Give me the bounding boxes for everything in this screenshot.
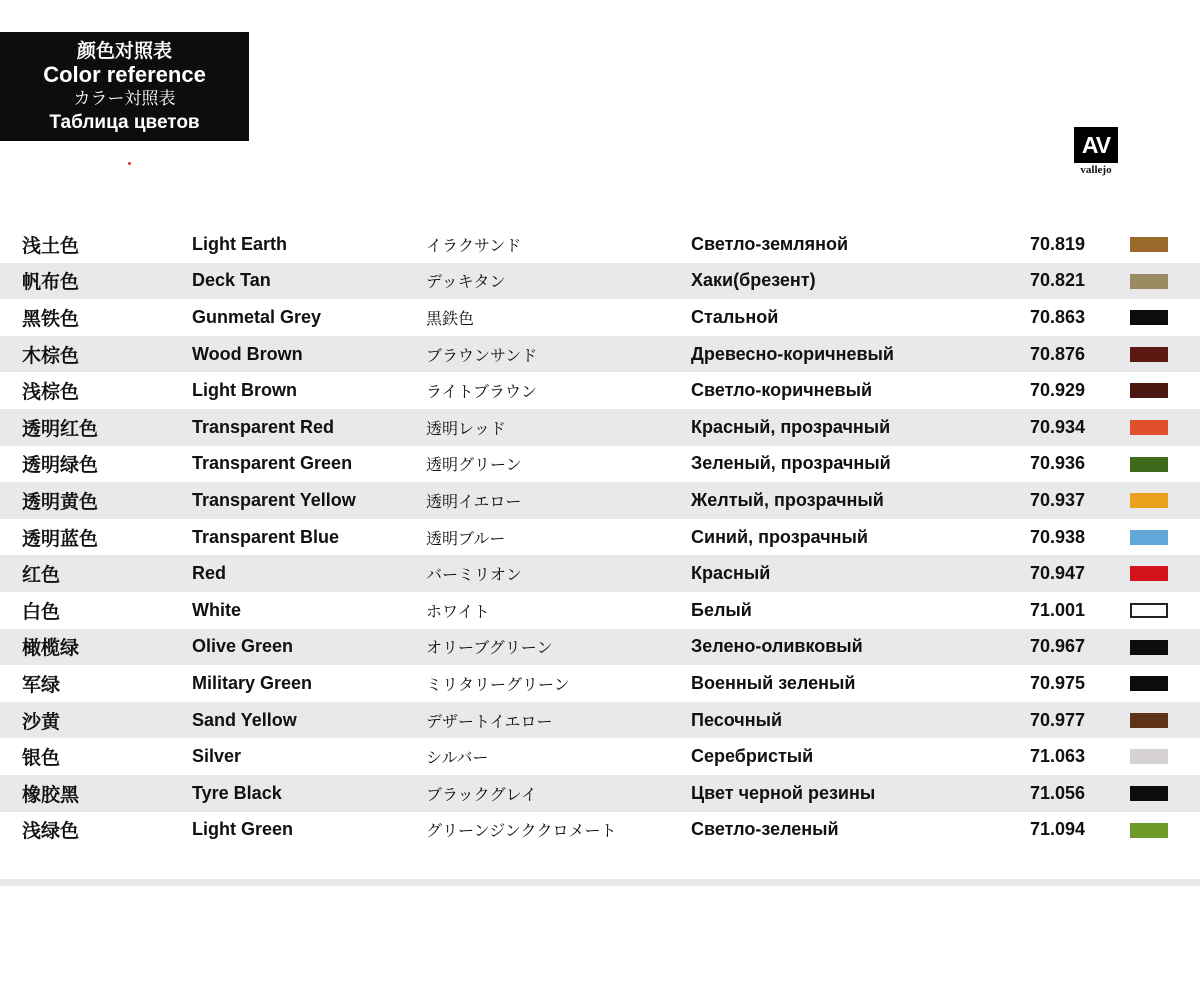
color-name-english: Transparent Blue xyxy=(192,526,340,547)
bottom-stripe xyxy=(0,879,1200,886)
color-name-russian: Стальной xyxy=(691,306,779,327)
color-code: 71.094 xyxy=(1030,819,1086,840)
color-name-russian: Цвет черной резины xyxy=(691,782,876,803)
color-name-english: Transparent Yellow xyxy=(192,489,356,510)
color-name-english: Light Green xyxy=(192,819,294,840)
color-row xyxy=(0,555,1200,592)
color-name-chinese: 橡胶黑 xyxy=(22,783,80,806)
color-name-russian: Военный зеленый xyxy=(691,672,856,693)
color-name-english: Red xyxy=(192,563,227,584)
color-name-japanese: ライトブラウン xyxy=(426,382,538,402)
color-swatch xyxy=(1130,713,1168,728)
title-english: Color reference xyxy=(43,61,206,87)
color-swatch xyxy=(1130,530,1168,545)
color-row xyxy=(0,738,1200,775)
color-name-japanese: 透明グリーン xyxy=(426,455,522,475)
color-name-russian: Красный, прозрачный xyxy=(691,416,891,437)
color-swatch xyxy=(1130,566,1168,581)
color-name-chinese: 橄榄绿 xyxy=(22,637,80,660)
color-swatch xyxy=(1130,640,1168,655)
color-row xyxy=(0,336,1200,373)
color-name-russian: Зелено-оливковый xyxy=(691,636,863,657)
color-name-japanese: 透明イエロー xyxy=(426,491,522,511)
color-swatch xyxy=(1130,786,1168,801)
color-name-japanese: ブラックグレイ xyxy=(426,784,537,804)
color-code: 70.947 xyxy=(1030,563,1086,584)
color-name-japanese: デッキタン xyxy=(426,272,506,292)
color-code: 70.967 xyxy=(1030,636,1086,657)
color-reference-table xyxy=(0,226,1200,848)
color-row xyxy=(0,629,1200,666)
color-name-english: Deck Tan xyxy=(192,270,271,291)
color-name-chinese: 沙黄 xyxy=(22,710,61,733)
color-name-chinese: 浅绿色 xyxy=(22,820,80,843)
color-swatch xyxy=(1130,676,1168,691)
color-name-chinese: 透明黄色 xyxy=(22,490,99,513)
color-code: 71.063 xyxy=(1030,746,1086,767)
color-code: 71.001 xyxy=(1030,599,1086,620)
color-row xyxy=(0,592,1200,629)
color-swatch xyxy=(1130,383,1168,398)
color-name-russian: Синий, прозрачный xyxy=(691,526,868,547)
color-row xyxy=(0,702,1200,739)
color-code: 70.821 xyxy=(1030,270,1086,291)
color-code: 70.938 xyxy=(1030,526,1086,547)
color-code: 70.975 xyxy=(1030,672,1086,693)
color-name-russian: Желтый, прозрачный xyxy=(691,489,884,510)
color-name-japanese: シルバー xyxy=(426,748,489,768)
color-name-english: Wood Brown xyxy=(192,343,303,364)
color-swatch xyxy=(1130,603,1168,618)
color-name-english: White xyxy=(192,599,241,620)
color-name-russian: Древесно-коричневый xyxy=(691,343,894,364)
color-name-chinese: 军绿 xyxy=(22,673,61,696)
color-row xyxy=(0,226,1200,263)
color-name-chinese: 透明蓝色 xyxy=(22,527,99,550)
color-swatch xyxy=(1130,493,1168,508)
color-code: 70.936 xyxy=(1030,453,1086,474)
color-name-russian: Песочный xyxy=(691,709,783,730)
title-russian: Таблица цветов xyxy=(49,111,200,133)
color-name-chinese: 浅土色 xyxy=(22,234,80,257)
color-name-japanese: ホワイト xyxy=(426,601,490,621)
color-name-english: Tyre Black xyxy=(192,782,282,803)
color-name-japanese: バーミリオン xyxy=(426,565,522,585)
color-row xyxy=(0,299,1200,336)
color-swatch xyxy=(1130,749,1168,764)
color-name-japanese: 透明レッド xyxy=(426,418,506,438)
color-name-english: Light Earth xyxy=(192,233,287,254)
title-japanese: カラー対照表 xyxy=(73,88,176,109)
color-swatch xyxy=(1130,347,1168,362)
color-name-english: Sand Yellow xyxy=(192,709,297,730)
color-name-chinese: 木棕色 xyxy=(22,344,80,367)
color-name-japanese: グリーンジンククロメート xyxy=(426,821,617,841)
color-name-chinese: 银色 xyxy=(22,747,61,770)
color-name-chinese: 白色 xyxy=(22,600,61,623)
color-name-russian: Белый xyxy=(691,599,752,620)
color-name-english: Transparent Green xyxy=(192,453,353,474)
title-chinese: 颜色对照表 xyxy=(76,39,172,62)
color-swatch xyxy=(1130,420,1168,435)
color-row xyxy=(0,409,1200,446)
color-swatch xyxy=(1130,457,1168,472)
color-name-english: Military Green xyxy=(192,672,313,693)
color-code: 70.934 xyxy=(1030,416,1086,437)
color-name-chinese: 红色 xyxy=(22,564,61,587)
color-row xyxy=(0,482,1200,519)
color-row xyxy=(0,665,1200,702)
color-name-japanese: ミリタリーグリーン xyxy=(426,674,570,694)
color-name-chinese: 透明红色 xyxy=(22,417,99,440)
color-name-english: Silver xyxy=(192,746,242,767)
color-name-japanese: 黒鉄色 xyxy=(426,308,475,328)
color-swatch xyxy=(1130,237,1168,252)
color-name-english: Transparent Red xyxy=(192,416,335,437)
color-name-russian: Серебристый xyxy=(691,746,814,767)
color-name-russian: Светло-зеленый xyxy=(691,819,839,840)
print-speck xyxy=(128,162,131,165)
color-name-japanese: イラクサンド xyxy=(426,235,522,255)
color-row xyxy=(0,812,1200,849)
color-code: 70.977 xyxy=(1030,709,1086,730)
color-code: 70.863 xyxy=(1030,306,1086,327)
color-name-japanese: オリーブグリーン xyxy=(426,638,553,658)
color-name-russian: Светло-земляной xyxy=(691,233,849,254)
color-name-russian: Зеленый, прозрачный xyxy=(691,453,891,474)
color-row xyxy=(0,263,1200,300)
color-name-english: Light Brown xyxy=(192,380,297,401)
logo-brand-text: vallejo xyxy=(1080,164,1112,176)
color-code: 71.056 xyxy=(1030,782,1086,803)
color-row xyxy=(0,446,1200,483)
color-name-chinese: 透明绿色 xyxy=(22,454,99,477)
color-name-russian: Красный xyxy=(691,563,771,584)
color-swatch xyxy=(1130,310,1168,325)
color-name-japanese: 透明ブルー xyxy=(426,528,506,548)
vallejo-logo xyxy=(1074,127,1118,176)
color-code: 70.876 xyxy=(1030,343,1086,364)
color-swatch xyxy=(1130,823,1168,838)
color-name-russian: Хаки(брезент) xyxy=(691,270,816,291)
color-row xyxy=(0,775,1200,812)
av-logo-mark: AV xyxy=(1074,127,1118,163)
color-name-chinese: 浅棕色 xyxy=(22,381,80,404)
color-name-english: Gunmetal Grey xyxy=(192,306,322,327)
color-code: 70.819 xyxy=(1030,233,1086,254)
color-swatch xyxy=(1130,274,1168,289)
color-code: 70.929 xyxy=(1030,380,1086,401)
color-code: 70.937 xyxy=(1030,489,1086,510)
title-block xyxy=(0,32,249,141)
color-name-japanese: デザートイエロー xyxy=(426,711,553,731)
color-name-english: Olive Green xyxy=(192,636,294,657)
color-name-chinese: 黑铁色 xyxy=(22,307,80,330)
color-name-japanese: ブラウンサンド xyxy=(426,345,538,365)
color-name-russian: Светло-коричневый xyxy=(691,380,873,401)
color-row xyxy=(0,519,1200,556)
color-row xyxy=(0,372,1200,409)
color-name-chinese: 帆布色 xyxy=(22,271,80,294)
